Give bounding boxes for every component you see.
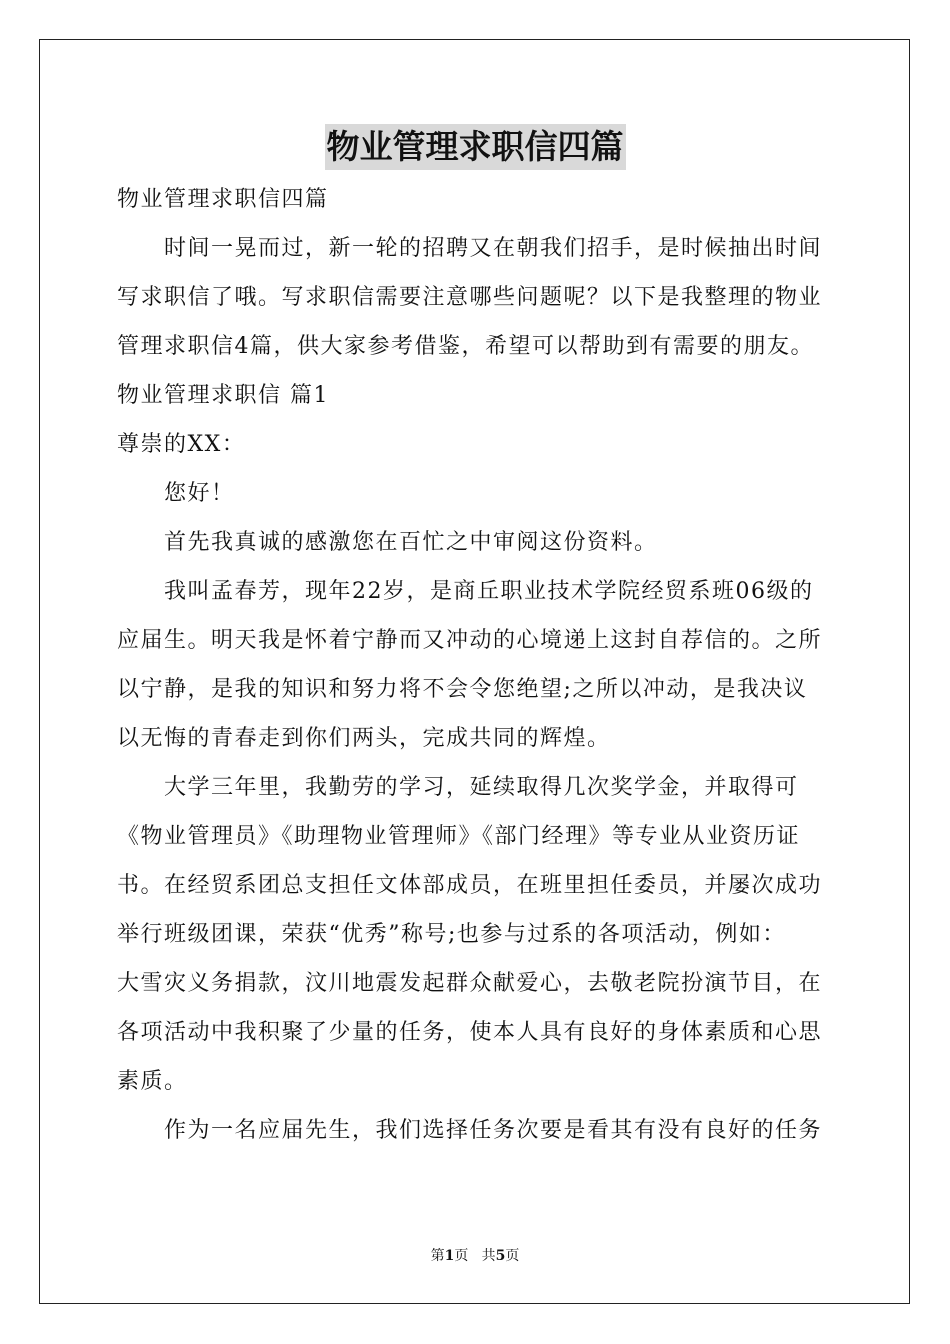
footer-page-suffix: 页 — [454, 1248, 469, 1264]
body-line: 以无悔的青春走到你们两头，完成共同的辉煌。 — [117, 726, 611, 751]
body-line: 各项活动中我积聚了少量的任务，使本人具有良好的身体素质和心思 — [117, 1020, 823, 1045]
footer-total-pages: 5 — [495, 1248, 506, 1264]
document-title: 物业管理求职信四篇 — [325, 124, 626, 170]
body-line: 物业管理求职信 篇1 — [117, 383, 329, 408]
body-line: 以宁静，是我的知识和努力将不会令您绝望;之所以冲动，是我决议 — [117, 677, 808, 702]
document-body — [117, 175, 833, 1155]
body-line: 《物业管理员》《助理物业管理师》《部门经理》等专业从业资历证 — [117, 824, 801, 849]
body-line: 写求职信了哦。写求职信需要注意哪些问题呢？以下是我整理的物业 — [117, 285, 823, 310]
body-line: 大雪灾义务捐款，汶川地震发起群众献爱心，去敬老院扮演节目，在 — [117, 971, 823, 996]
body-line: 书。在经贸系团总支担任文体部成员，在班里担任委员，并屡次成功 — [117, 873, 823, 898]
body-line: 应届生。明天我是怀着宁静而又冲动的心境递上这封自荐信的。之所 — [117, 628, 823, 653]
footer-page-prefix: 第 — [430, 1248, 445, 1264]
footer-page-number: 1 — [444, 1248, 455, 1264]
body-line: 举行班级团课，荣获“优秀”称号;也参与过系的各项活动，例如： — [117, 922, 786, 947]
body-line: 首先我真诚的感激您在百忙之中审阅这份资料。 — [164, 530, 658, 555]
footer-total-suffix: 页 — [505, 1248, 520, 1264]
body-line: 尊崇的XX： — [117, 432, 246, 457]
body-line: 素质。 — [117, 1069, 188, 1094]
body-line: 您好！ — [164, 481, 235, 506]
page-footer — [0, 1246, 950, 1266]
body-line: 作为一名应届先生，我们选择任务次要是看其有没有良好的任务 — [164, 1118, 823, 1143]
body-line: 我叫孟春芳，现年22岁，是商丘职业技术学院经贸系班06级的 — [164, 579, 814, 604]
footer-total-prefix: 共 — [481, 1248, 496, 1264]
body-line: 时间一晃而过，新一轮的招聘又在朝我们招手，是时候抽出时间 — [164, 236, 823, 261]
body-line: 管理求职信4篇，供大家参考借鉴，希望可以帮助到有需要的朋友。 — [117, 334, 814, 359]
body-line: 物业管理求职信四篇 — [117, 187, 329, 212]
title-area — [0, 124, 950, 170]
body-line: 大学三年里，我勤劳的学习，延续取得几次奖学金，并取得可 — [164, 775, 799, 800]
